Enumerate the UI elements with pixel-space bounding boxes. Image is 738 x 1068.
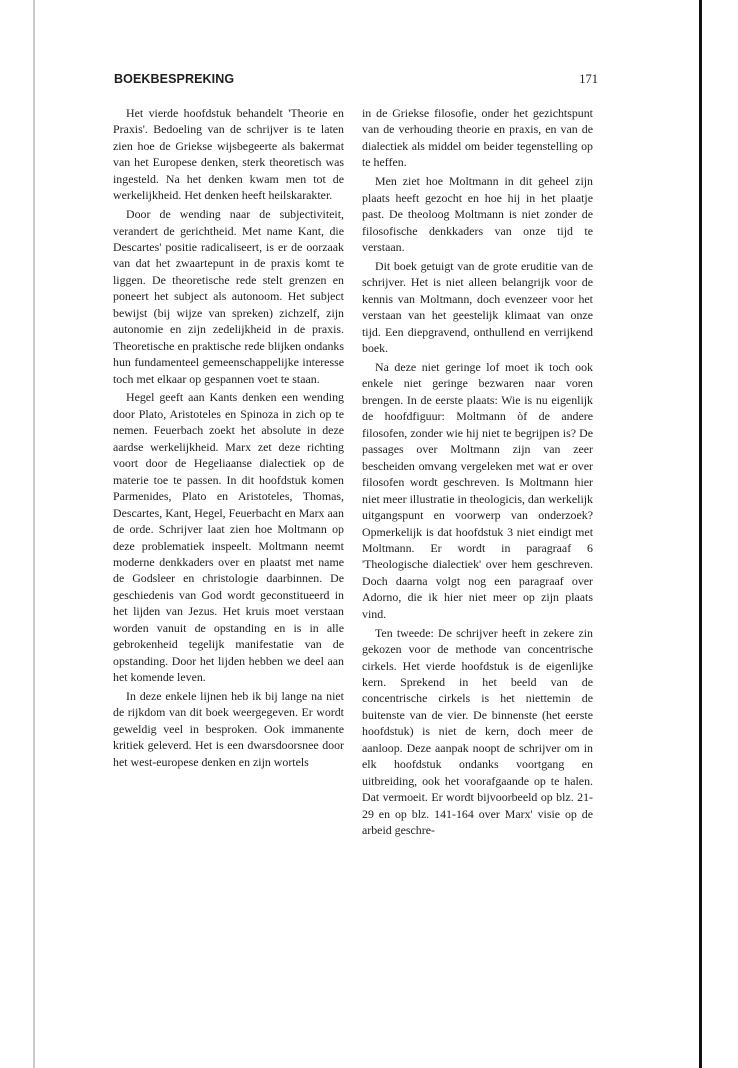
page-edge-right [699,0,702,1068]
paragraph: Het vierde hoofdstuk behandelt 'Theorie en Praxis'. Bedoeling van de schrijver is te laten zien hoe de Griekse wijsbegeerte als bakermat van het Europese denken, sterk theoretisch was ingesteld. Na het denken kwam men tot de werkelijkheid. Het denken heeft heilskarakter. [113,106,344,203]
page-number: 171 [579,72,598,86]
paragraph: Na deze niet geringe lof moet ik toch ook enkele niet geringe bezwaren naar voren brengen. In de eerste plaats: Wie is nu eigenlijk de hoofdfiguur: Moltmann òf de andere filosofen, zonder wie hij niet te begrijpen is? De passages over Moltmann zijn van zeer bescheiden omvang vergeleken met wat er over filosofen wordt geschreven. Is Moltmann hier niet meer illustratie in theologicis, dan werkelijk uitgangspunt en voorwerp van onderzoek? Opmerkelijk is dat hoofdstuk 3 niet eindigt met Moltmann. Er wordt in paragraaf 6 'Theologische dialectiek' over hem geschreven. Doch daarna volgt nog een paragraaf over Adorno, die ik hier niet meer op zijn plaats vind. [362,359,593,621]
section-title: BOEKBESPREKING [114,72,235,86]
paragraph: Hegel geeft aan Kants denken een wending door Plato, Aristoteles en Spinoza in zich op te nemen. Feuerbach zoekt het absolute in deze aardse werkelijkheid. Marx zet deze richting voort door de Hegeliaanse dialectiek op de materie toe te passen. In dit hoofdstuk komen Parmenides, Plato en Aristoteles, Thomas, Descartes, Kant, Hegel, Feuerbacht en Marx aan de orde. Schrijver laat zien hoe Moltmann op deze problematiek inspeelt. Moltmann neemt moderne denkkaders over en plaatst met name de Godsleer en christologie daarbinnen. De geschiedenis van God wordt geconstitueerd in het lijden van Jezus. Het kruis moet verstaan worden vanuit de opstanding en is in alle gebrokenheid tegelijk manifestatie van de opstanding. Door het lijden hebben we deel aan het komende leven. [113,390,344,685]
paragraph: Dit boek getuigt van de grote eruditie van de schrijver. Het is niet alleen belangrijk voor de kennis van Moltmann, doch evenzeer voor het verstaan van het geestelijk klimaat van onze tijd. Een diepgravend, onthullend en verrijkend boek. [362,258,593,356]
paragraph-continued: in de Griekse filosofie, onder het gezichtspunt van de verhouding theorie en praxis, en van de dialectiek als middel om beider tegenstelling op te heffen. [362,106,593,170]
paragraph: In deze enkele lijnen heb ik bij lange na niet de rijkdom van dit boek weergegeven. Er wordt geweldig veel in besproken. Ook immanente kritiek geleverd. Het is een dwarsdoorsnee door het west-europese denken en zijn wortels [113,689,344,769]
paragraph: Men ziet hoe Moltmann in dit geheel zijn plaats heeft gezocht en hoe hij in het plaatje past. De theoloog Moltmann is niet zonder de filosofische denkkaders van onze tijd te verstaan. [362,174,593,255]
page-edge-left [33,0,35,1068]
paragraph: Door de wending naar de subjectiviteit, verandert de gerichtheid. Met name Kant, die Descartes' positie radicaliseert, is er de oorzaak van dat het zwaartepunt in de praxis komt te liggen. De theoretische rede stelt grenzen en poneert het subject als autonoom. Het subject bewijst (bij wijze van spreken) zichzelf, zijn autonomie en zijn zedelijkheid in de praxis. Theoretische en praktische rede blijken ondanks hun fundamenteel gemeenschappelijke interesse toch met elkaar op gespannen voet te staan. [113,207,344,386]
left-column [113,105,344,770]
paragraph: Ten tweede: De schrijver heeft in zekere zin gekozen voor de methode van concentrische cirkels. Het vierde hoofdstuk is de eigenlijke kern. Sprekend in het beeld van de concentrische cirkels is het niettemin de buitenste van de vier. De binnenste (het eerste hoofdstuk) is niet de kern, doch meer de aanloop. Deze aanpak noopt de schrijver om in elk hoofdstuk ondanks voortgang en uitbreiding, ook het voorafgaande op te halen. Dat vermoeit. Er wordt bijvoorbeeld op blz. 21-29 en op blz. 141-164 over Marx' visie op de arbeid geschre- [362,625,593,838]
running-header [114,72,598,92]
right-column [362,105,593,839]
